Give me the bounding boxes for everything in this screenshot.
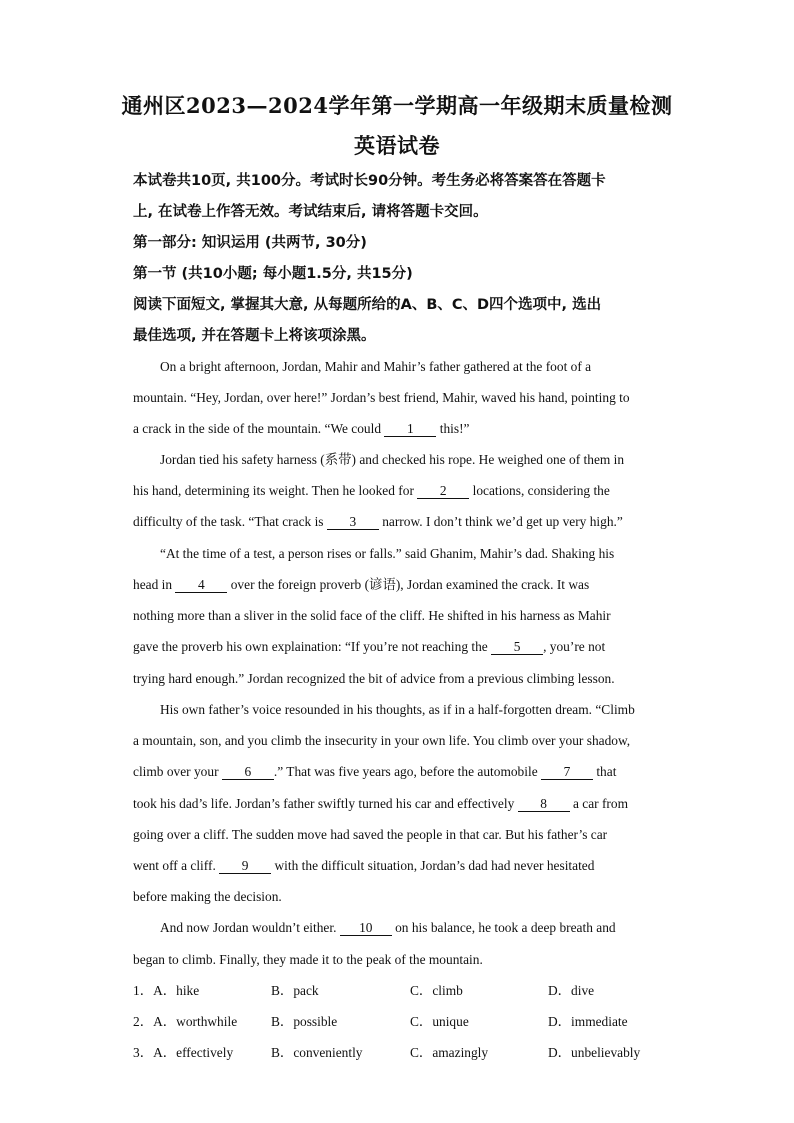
passage-line: a mountain, son, and you climb the insecurity in your own life. You climb over your shadow, <box>133 733 631 748</box>
blank-1: 1 <box>384 422 436 437</box>
question-2-option-d: D．immediate <box>548 1014 628 1029</box>
passage-line: took his dad’s life. Jordan’s father swiftly turned his car and effectively 8 a car from <box>133 796 629 811</box>
question-3-option-b: B．conveniently <box>271 1045 363 1060</box>
exam-title: 通州区2023—2024学年第一学期高一年级期末质量检测 <box>121 93 673 118</box>
passage-line: And now Jordan wouldn’t either. 10 on his balance, he took a deep breath and <box>160 920 616 935</box>
blank-6: 6 <box>222 765 274 780</box>
passage-line: mountain. “Hey, Jordan, over here!” Jordan’s best friend, Mahir, waved his hand, pointing to <box>133 390 630 405</box>
blank-5: 5 <box>491 640 543 655</box>
question-1-option-d: D．dive <box>548 983 595 998</box>
passage-line: a crack in the side of the mountain. “We could 1 this!” <box>133 421 470 436</box>
directions-line: 最佳选项, 并在答题卡上将该项涂黑。 <box>133 328 376 344</box>
passage-line: went off a cliff. 9 with the difficult situation, Jordan’s dad had never hesitated <box>133 858 595 873</box>
question-2-option-a: 2．A．worthwhile <box>133 1014 238 1029</box>
passage-line: His own father’s voice resounded in his thoughts, as if in a half-forgotten dream. “Climb <box>160 702 635 717</box>
question-2-option-c: C．unique <box>410 1014 469 1029</box>
blank-9: 9 <box>219 859 271 874</box>
blank-3: 3 <box>327 515 379 530</box>
exam-subtitle: 英语试卷 <box>354 133 440 158</box>
passage-line: “At the time of a test, a person rises or falls.” said Ghanim, Mahir’s dad. Shaking his <box>160 546 615 561</box>
passage-line: On a bright afternoon, Jordan, Mahir and Mahir’s father gathered at the foot of a <box>160 359 592 374</box>
directions-line: 阅读下面短文, 掌握其大意, 从每题所给的A、B、C、D四个选项中, 选出 <box>133 297 602 313</box>
instructions-line: 上, 在试卷上作答无效。考试结束后, 请将答题卡交回。 <box>133 204 488 220</box>
passage-line: nothing more than a sliver in the solid face of the cliff. He shifted in his harness as Mahir <box>133 608 611 623</box>
passage-line: going over a cliff. The sudden move had saved the people in that car. But his father’s car <box>133 827 608 842</box>
passage-line: Jordan tied his safety harness (系带) and checked his rope. He weighed one of them in <box>160 452 625 467</box>
question-1-option-b: B．pack <box>271 983 319 998</box>
question-3-option-c: C．amazingly <box>410 1045 489 1060</box>
passage-line: his hand, determining its weight. Then he looked for 2 locations, considering the <box>133 483 610 498</box>
blank-8: 8 <box>518 797 570 812</box>
question-2-option-b: B．possible <box>271 1014 338 1029</box>
blank-4: 4 <box>175 578 227 593</box>
question-3-option-a: 3．A．effectively <box>133 1045 234 1060</box>
question-1-option-c: C．climb <box>410 983 463 998</box>
blank-7: 7 <box>541 765 593 780</box>
section-heading: 第一节 (共10小题; 每小题1.5分, 共15分) <box>133 266 413 282</box>
question-3-option-d: D．unbelievably <box>548 1045 641 1060</box>
passage-line: trying hard enough.” Jordan recognized the bit of advice from a previous climbing lesson. <box>133 671 615 686</box>
passage-line: difficulty of the task. “That crack is 3 narrow. I don’t think we’d get up very high.” <box>133 514 623 529</box>
passage-line: began to climb. Finally, they made it to the peak of the mountain. <box>133 952 483 967</box>
passage-line: climb over your 6 .” That was five years ago, before the automobile 7 that <box>133 764 617 779</box>
passage-line: gave the proverb his own explaination: “If you’re not reaching the 5 , you’re not <box>133 639 606 654</box>
blank-10: 10 <box>340 921 392 936</box>
passage-line: head in 4 over the foreign proverb (谚语), Jordan examined the crack. It was <box>133 577 590 592</box>
part-heading: 第一部分: 知识运用 (共两节, 30分) <box>133 235 367 251</box>
instructions-line: 本试卷共10页, 共100分。考试时长90分钟。考生务必将答案答在答题卡 <box>133 173 606 189</box>
passage-line: before making the decision. <box>133 889 282 904</box>
question-1-option-a: 1．A．hike <box>133 983 200 998</box>
blank-2: 2 <box>417 484 469 499</box>
